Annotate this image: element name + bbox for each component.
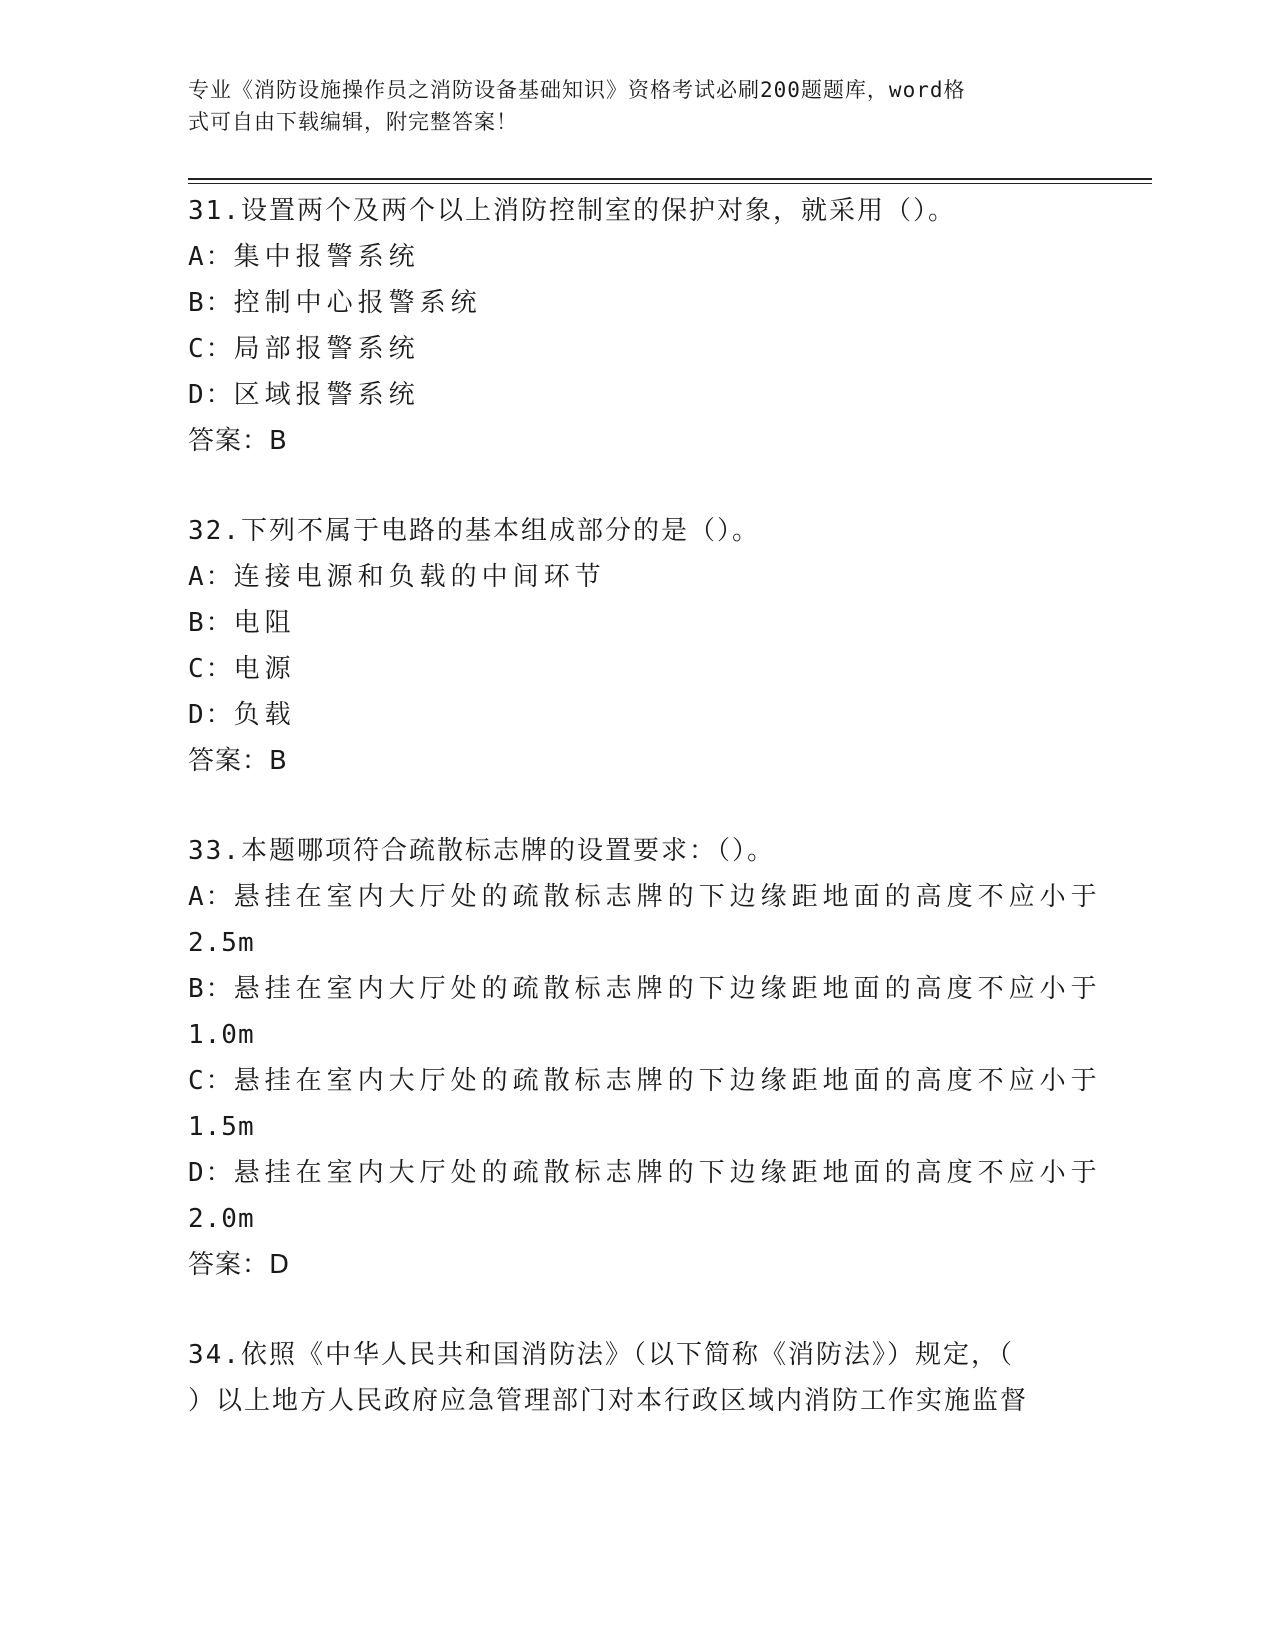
- option-text: 悬挂在室内大厅处的疏散标志牌的下边缘距地面的高度不应小于: [233, 1066, 1102, 1096]
- question-34: [188, 1332, 1088, 1424]
- option-letter: C：: [188, 654, 234, 684]
- option-letter: B：: [188, 608, 234, 638]
- option-letter: A：: [188, 562, 234, 592]
- option-c: [188, 1058, 1102, 1104]
- question-stem-line-1: 34.依照《中华人民共和国消防法》（以下简称《消防法》）规定，（: [188, 1340, 1014, 1370]
- question-stem: 31.设置两个及两个以上消防控制室的保护对象，就采用（）。: [188, 196, 956, 226]
- answer-label: 答案：D: [188, 1250, 291, 1280]
- option-text: 悬挂在室内大厅处的疏散标志牌的下边缘距地面的高度不应小于: [233, 1158, 1102, 1188]
- option-a: [188, 554, 1088, 600]
- option-text: 区域报警系统: [233, 380, 420, 410]
- option-b: [188, 600, 1088, 646]
- option-text: 集中报警系统: [233, 242, 420, 272]
- option-text: 局部报警系统: [233, 334, 420, 364]
- question-stem-line-2: ）以上地方人民政府应急管理部门对本行政区域内消防工作实施监督: [188, 1386, 1029, 1416]
- question-stem: 32.下列不属于电路的基本组成部分的是（）。: [188, 516, 760, 546]
- option-letter: D：: [188, 1158, 234, 1188]
- option-letter: B：: [188, 974, 234, 1004]
- option-a-continuation: 2.5m: [188, 928, 255, 958]
- header-line-2: 式可自由下载编辑，附完整答案！: [188, 110, 518, 134]
- option-c-continuation: 1.5m: [188, 1112, 255, 1142]
- option-d: [188, 692, 1088, 738]
- header-line-1: 专业《消防设施操作员之消防设备基础知识》资格考试必刷200题题库，word格: [188, 78, 966, 102]
- question-31: [188, 188, 1088, 464]
- option-text: 电阻: [233, 608, 296, 638]
- option-b-continuation: 1.0m: [188, 1020, 255, 1050]
- option-letter: D：: [188, 380, 234, 410]
- question-32: [188, 508, 1088, 784]
- option-text: 连接电源和负载的中间环节: [233, 562, 606, 592]
- option-b: [188, 966, 1102, 1012]
- option-text: 电源: [233, 654, 296, 684]
- option-c: [188, 326, 1088, 372]
- header-divider-thick: [188, 178, 1152, 180]
- option-text: 控制中心报警系统: [233, 288, 482, 318]
- option-letter: B：: [188, 288, 234, 318]
- option-a: [188, 874, 1102, 920]
- option-text: 负载: [233, 700, 296, 730]
- option-text: 悬挂在室内大厅处的疏散标志牌的下边缘距地面的高度不应小于: [233, 974, 1102, 1004]
- option-d-continuation: 2.0m: [188, 1204, 255, 1234]
- question-list: [188, 188, 1102, 1468]
- option-a: [188, 234, 1088, 280]
- option-letter: D：: [188, 700, 234, 730]
- option-letter: C：: [188, 334, 234, 364]
- document-header: [188, 74, 1068, 138]
- option-letter: A：: [188, 882, 234, 912]
- option-d: [188, 1150, 1102, 1196]
- question-33: [188, 828, 1102, 1288]
- option-text: 悬挂在室内大厅处的疏散标志牌的下边缘距地面的高度不应小于: [233, 882, 1102, 912]
- option-c: [188, 646, 1088, 692]
- option-letter: A：: [188, 242, 234, 272]
- answer-label: 答案：B: [188, 426, 288, 456]
- answer-label: 答案：B: [188, 746, 288, 776]
- option-b: [188, 280, 1088, 326]
- option-d: [188, 372, 1088, 418]
- header-divider-thin: [188, 183, 1152, 184]
- option-letter: C：: [188, 1066, 234, 1096]
- question-stem: 33.本题哪项符合疏散标志牌的设置要求：（）。: [188, 836, 775, 866]
